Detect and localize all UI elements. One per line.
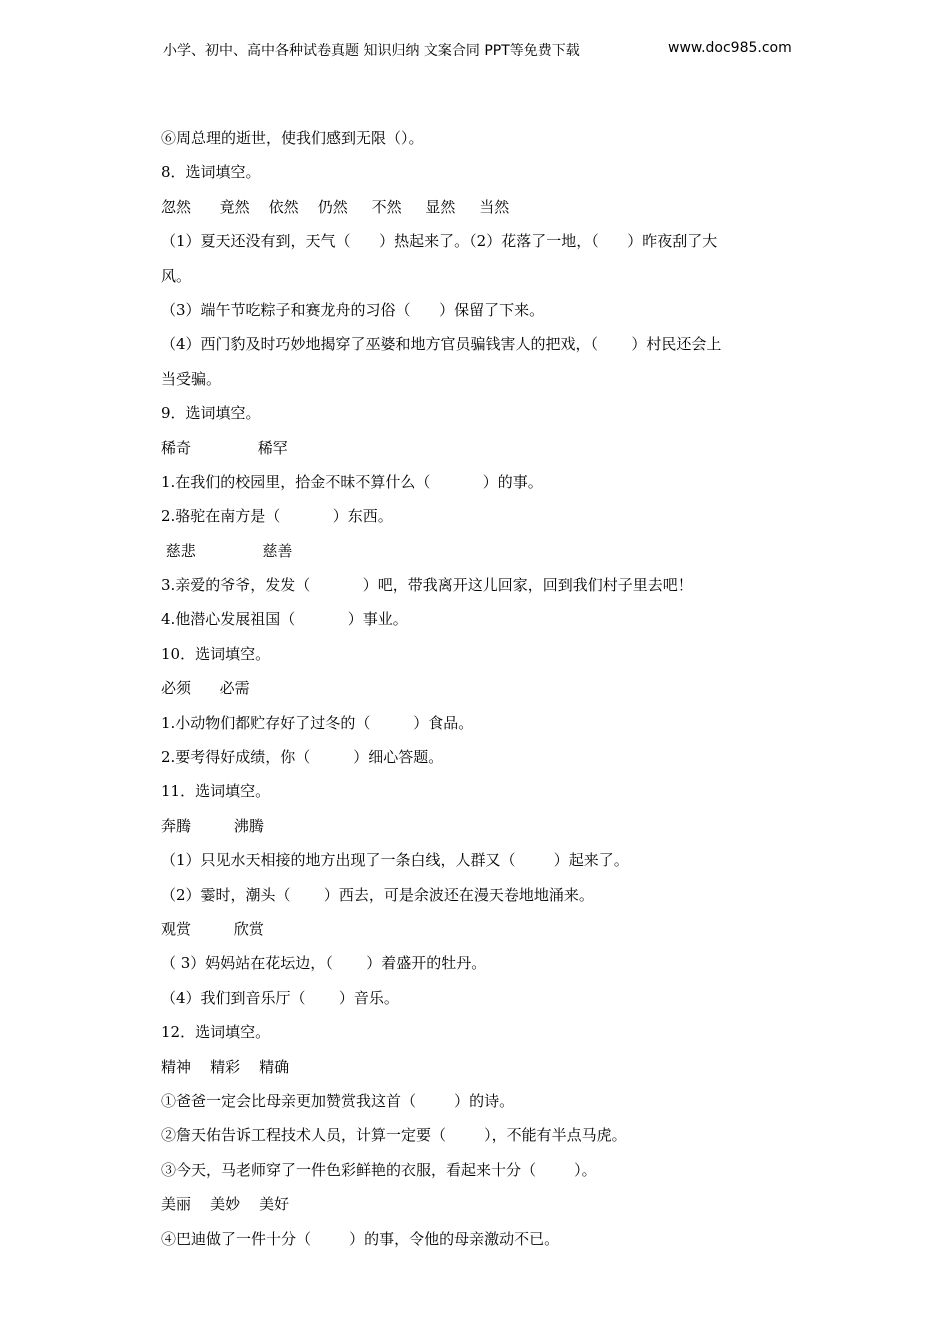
question-heading: 10．选词填空。: [161, 644, 271, 663]
text-line: ④巴迪做了一件十分（ ）的事，令他的母亲激动不已。: [161, 1229, 560, 1248]
text-line: 1.在我们的校园里，拾金不昧不算什么（ ）的事。: [161, 472, 543, 491]
text-line: （3）端午节吃粽子和赛龙舟的习俗（ ）保留了下来。: [161, 300, 545, 319]
text-line: （ 3）妈妈站在花坛边，（ ）着盛开的牡丹。: [161, 954, 487, 973]
header-text: 小学、初中、高中各种试卷真题 知识归纳 文案合同 PPT等免费下载: [163, 43, 580, 59]
question-heading: 8．选词填空。: [161, 163, 261, 182]
text-line: ③今天，马老师穿了一件色彩鲜艳的衣服，看起来十分（ ）。: [161, 1160, 597, 1179]
text-line: （4）西门豹及时巧妙地揭穿了巫婆和地方官员骗钱害人的把戏，（ ）村民还会上: [161, 335, 722, 354]
word-options: 观赏 欣赏: [161, 919, 264, 938]
word-options: 必须 必需: [161, 679, 250, 698]
question-heading: 11．选词填空。: [161, 782, 271, 801]
text-line: （1）夏天还没有到，天气（ ）热起来了。（2）花落了一地，（ ）昨夜刮了大: [161, 232, 718, 251]
document-body: [161, 121, 801, 1256]
question-heading: 12．选词填空。: [161, 1023, 271, 1042]
text-line: 4.他潜心发展祖国（ ）事业。: [161, 610, 408, 629]
question-heading: 9．选词填空。: [161, 404, 261, 423]
text-line: ⑥周总理的逝世，使我们感到无限（）。: [161, 129, 424, 147]
word-options: 忽然 竟然 依然 仍然 不然 显然 当然: [161, 197, 510, 216]
text-line: 当受骗。: [161, 369, 222, 388]
word-options: 稀奇 稀罕: [161, 438, 288, 457]
text-line: ②詹天佑告诉工程技术人员，计算一定要（ ），不能有半点马虎。: [161, 1126, 627, 1145]
page-header: [0, 40, 950, 62]
word-options: 精神 精彩 精确: [161, 1057, 290, 1076]
word-options: 美丽 美妙 美好: [161, 1195, 290, 1214]
text-line: ①爸爸一定会比母亲更加赞赏我这首（ ）的诗。: [161, 1091, 515, 1110]
text-line: 3.亲爱的爷爷，发发（ ）吧，带我离开这儿回家，回到我们村子里去吧！: [161, 576, 693, 595]
text-line: （2）霎时，潮头（ ）西去，可是余波还在漫天卷地地涌来。: [161, 885, 594, 904]
header-url[interactable]: www.doc985.com: [668, 40, 792, 56]
text-line: 1.小动物们都贮存好了过冬的（ ）食品。: [161, 713, 474, 732]
text-line: 2.要考得好成绩，你（ ）细心答题。: [161, 748, 444, 767]
text-line: （1）只见水天相接的地方出现了一条白线，人群又（ ）起来了。: [161, 851, 629, 870]
text-line: 风。: [161, 266, 192, 285]
word-options: 慈悲 慈善: [161, 541, 293, 560]
text-line: 2.骆驼在南方是（ ）东西。: [161, 507, 393, 526]
word-options: 奔腾 沸腾: [161, 816, 264, 835]
text-line: （4）我们到音乐厅（ ）音乐。: [161, 988, 399, 1007]
